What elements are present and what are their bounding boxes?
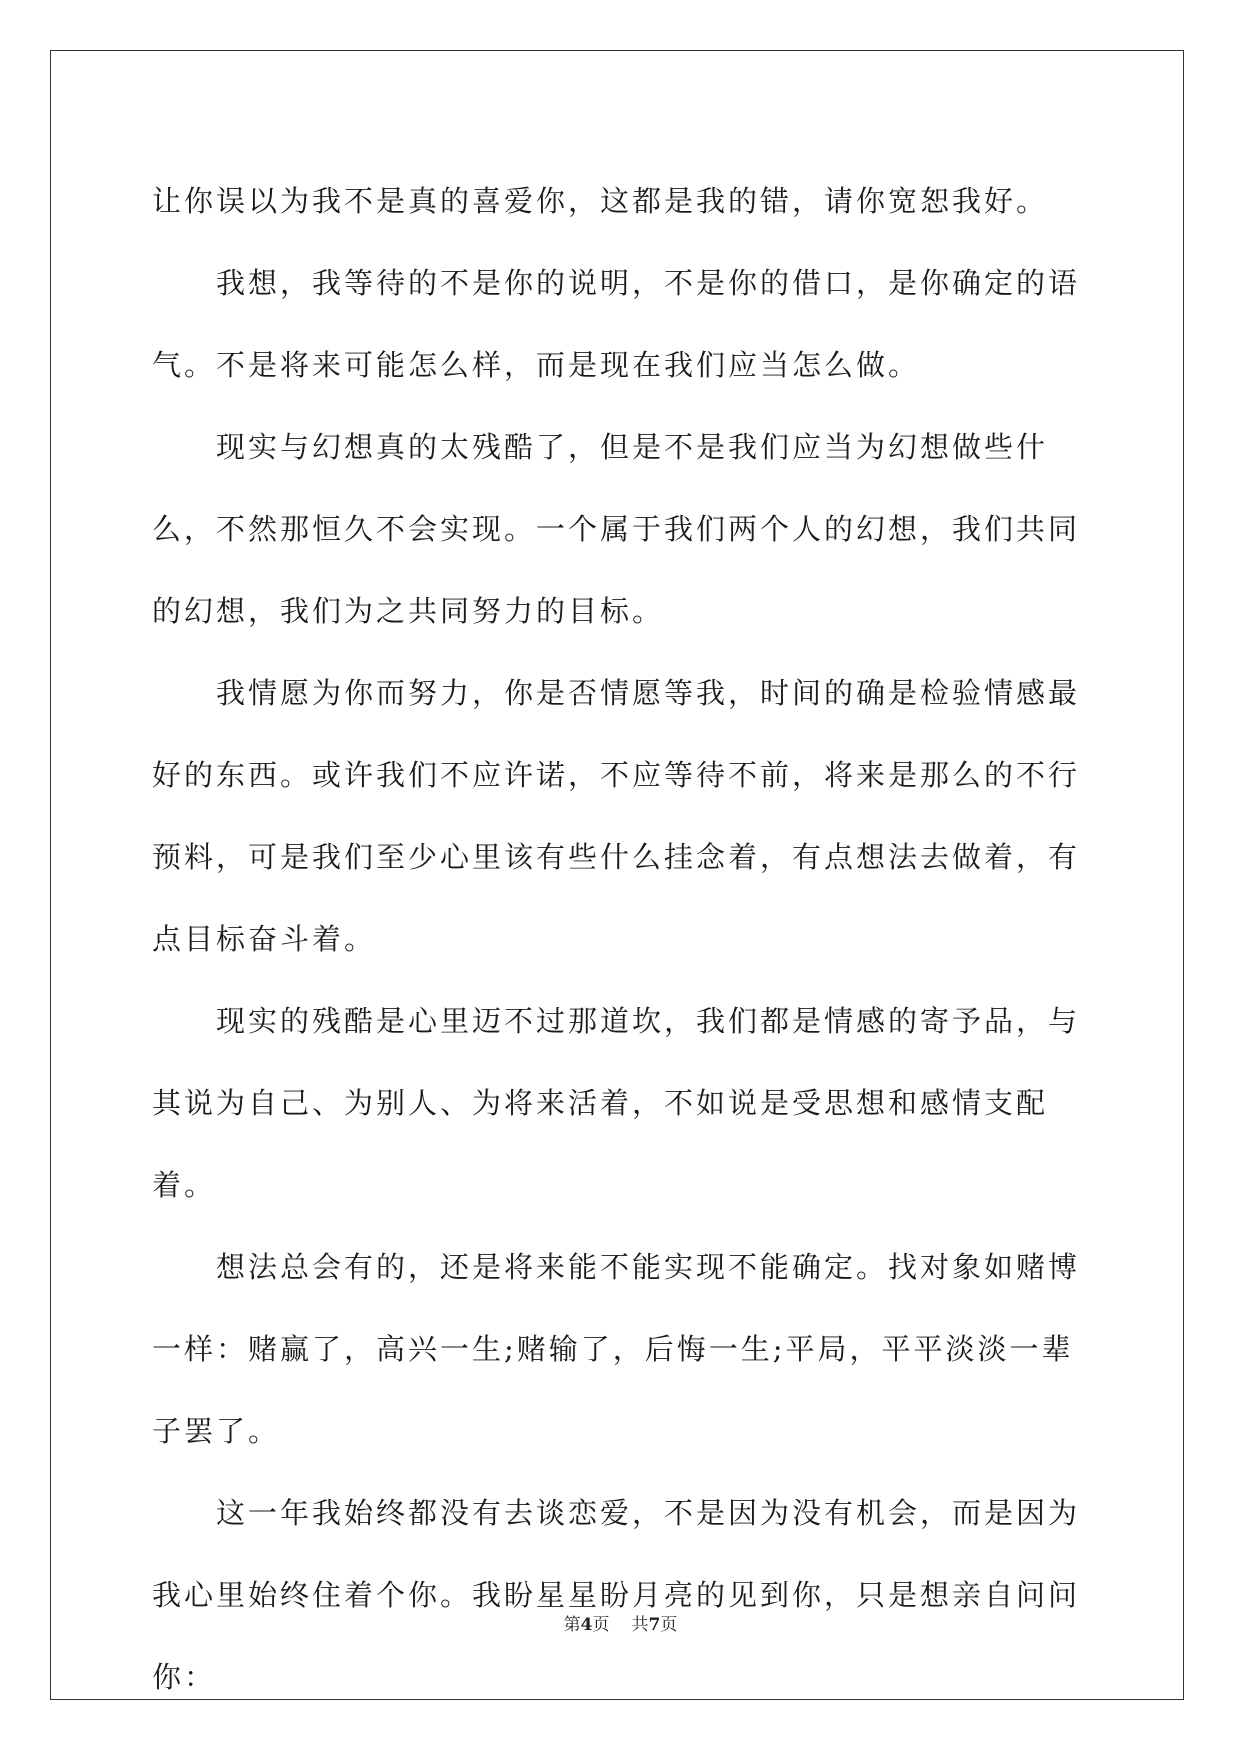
paragraph-1: 让你误以为我不是真的喜爱你，这都是我的错，请你宽恕我好。 bbox=[152, 184, 1049, 218]
total-suffix: 页 bbox=[660, 1615, 678, 1635]
page-footer bbox=[0, 1610, 1241, 1635]
total-pages-number: 7 bbox=[648, 1615, 661, 1635]
total-prefix: 共 bbox=[631, 1615, 649, 1635]
page-prefix: 第 bbox=[563, 1615, 581, 1635]
paragraph-5: 现实的残酷是心里迈不过那道坎，我们都是情感的寄予品，与其说为自己、为别人、为将来活着，不如说是受思想和感情支配着。 bbox=[152, 1004, 1081, 1202]
page-suffix: 页 bbox=[592, 1615, 610, 1635]
paragraph-6: 想法总会有的，还是将来能不能实现不能确定。找对象如赌博一样：赌赢了，高兴一生;赌输了，后悔一生;平局，平平淡淡一辈子罢了。 bbox=[152, 1250, 1081, 1448]
paragraph-3: 现实与幻想真的太残酷了，但是不是我们应当为幻想做些什么，不然那恒久不会实现。一个属于我们两个人的幻想，我们共同的幻想，我们为之共同努力的目标。 bbox=[152, 430, 1081, 628]
document-body bbox=[152, 160, 1092, 1718]
paragraph-7: 这一年我始终都没有去谈恋爱，不是因为没有机会，而是因为我心里始终住着个你。我盼星星盼月亮的见到你，只是想亲自问问你： bbox=[152, 1496, 1081, 1694]
current-page-number: 4 bbox=[580, 1615, 593, 1635]
paragraph-2: 我想，我等待的不是你的说明，不是你的借口，是你确定的语气。不是将来可能怎么样，而是现在我们应当怎么做。 bbox=[152, 266, 1081, 382]
paragraph-4: 我情愿为你而努力，你是否情愿等我，时间的确是检验情感最好的东西。或许我们不应许诺，不应等待不前，将来是那么的不行预料，可是我们至少心里该有些什么挂念着，有点想法去做着，有点目标奋斗着。 bbox=[152, 676, 1081, 956]
